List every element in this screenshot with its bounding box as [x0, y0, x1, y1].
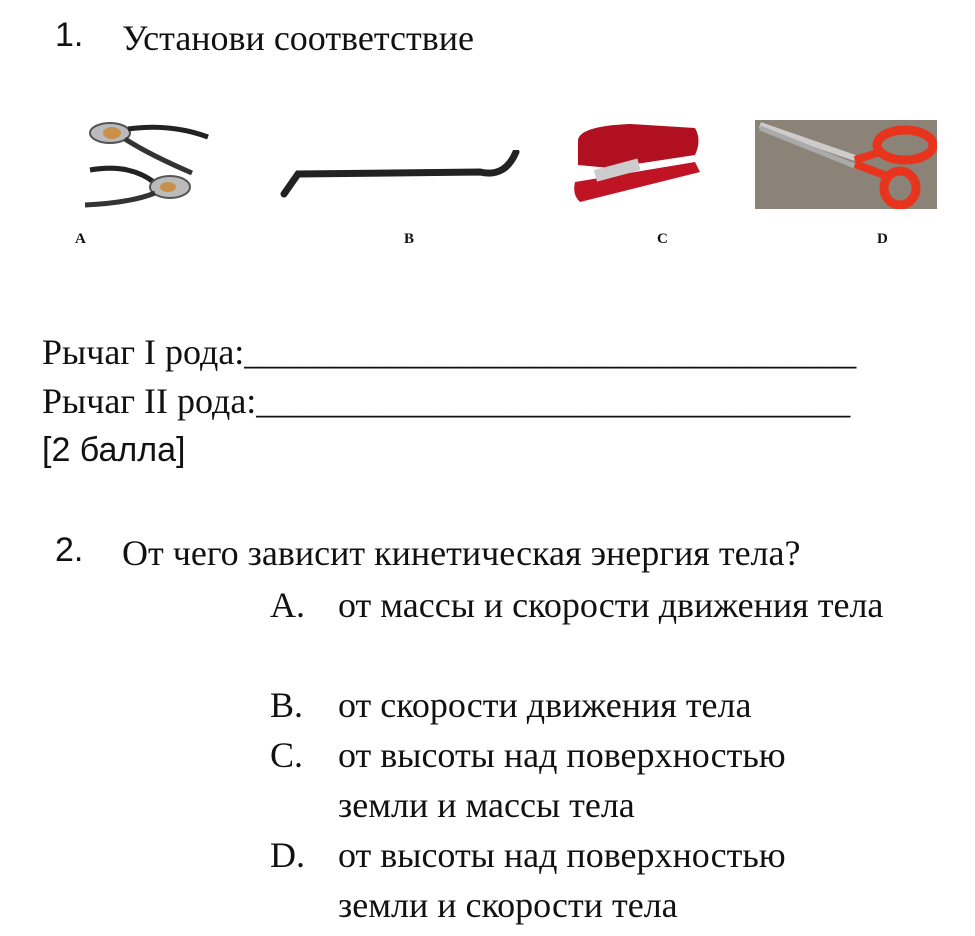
image-label-d: D — [877, 231, 888, 247]
question-1-number: 1. — [55, 16, 84, 54]
option-text: от массы и скорости движения тела — [338, 585, 884, 625]
question-1-title: Установи соответствие — [122, 18, 474, 58]
option-letter: C. — [270, 735, 304, 775]
option-letter: B. — [270, 685, 304, 725]
option-letter: D. — [270, 835, 305, 875]
option-text: от высоты над поверхностью земли и скорости тела — [338, 835, 786, 925]
image-label-a: A — [75, 231, 86, 247]
scissors-icon — [755, 120, 937, 209]
stapler-icon — [570, 120, 705, 205]
image-label-c: C — [657, 231, 668, 247]
lever-first-kind-line[interactable]: Рычаг I рода:__________________________________ — [42, 332, 857, 372]
crowbar-icon — [280, 150, 520, 200]
points-label: [2 балла] — [42, 431, 186, 469]
option-letter: A. — [270, 585, 305, 625]
option-text: от высоты над поверхностью земли и массы тела — [338, 735, 786, 825]
question-2-number: 2. — [55, 531, 84, 569]
question-2-title: От чего зависит кинетическая энергия тела? — [122, 533, 801, 573]
lever-second-kind-line[interactable]: Рычаг II рода:_________________________________ — [42, 381, 851, 421]
option-text: от скорости движения тела — [338, 685, 752, 725]
nutcracker-icon — [80, 115, 215, 215]
image-label-b: B — [404, 231, 415, 247]
